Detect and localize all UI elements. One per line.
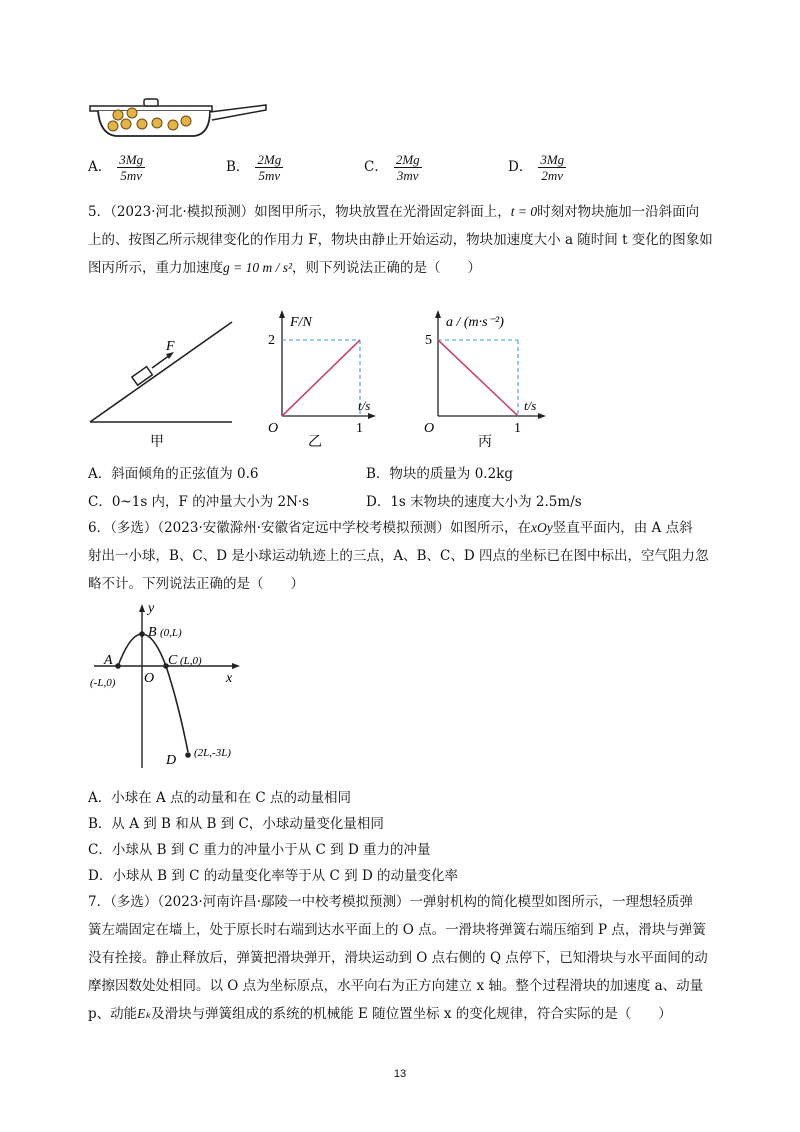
q6-option-a[interactable]: A．小球在 A 点的动量和在 C 点的动量相同: [88, 790, 351, 806]
q5-figure-force-time: [258, 304, 378, 454]
option-letter: C．: [364, 159, 388, 175]
point-a-coord: (-L,0): [90, 677, 116, 689]
q4-option-c[interactable]: [364, 152, 422, 183]
q6-plane-label: xOy: [531, 520, 553, 535]
q4-option-a[interactable]: [88, 152, 145, 183]
figure-yi-caption: 乙: [308, 435, 322, 450]
point-b-coord: (0,L): [160, 627, 182, 639]
x-tick-label: 1: [356, 421, 363, 436]
point-a-label: A: [104, 653, 113, 668]
q4-option-b[interactable]: [226, 152, 283, 183]
q6-stem-line-3: 略不计。下列说法正确的是（ ）: [88, 576, 304, 592]
figure-bing-caption: 丙: [478, 435, 492, 450]
x-tick-label: 1: [514, 421, 521, 436]
q5-stem-line-3: [88, 256, 728, 276]
q5-gravity: g = 10 m / s²: [223, 260, 293, 275]
fraction-numerator: 3Mg: [540, 152, 565, 167]
q6-text: 竖直平面内，由 A 点斜: [552, 520, 693, 536]
point-c-coord: (L,0): [180, 655, 202, 667]
point-d-label: D: [166, 753, 177, 768]
fraction-denominator: 5mv: [258, 168, 281, 183]
q6-trajectory-figure: [86, 598, 266, 778]
y-tick-label: 2: [268, 333, 275, 348]
fraction-numerator: 2Mg: [257, 152, 282, 167]
fraction-numerator: 2Mg: [395, 152, 420, 167]
y-axis-label: y: [148, 601, 155, 616]
q5-option-a[interactable]: A．斜面倾角的正弦值为 0.6: [88, 466, 259, 482]
q5-option-d[interactable]: D．1s 末物块的速度大小为 2.5m/s: [366, 494, 582, 510]
q6-text: 6．（多选）（2023·安徽滁州·安徽省定远中学校考模拟预测）如图所示，在: [88, 520, 532, 536]
y-axis-label: a / (m·s⁻²): [446, 315, 504, 330]
option-fraction: [255, 152, 283, 183]
option-letter: B．: [226, 159, 250, 175]
option-letter: D．: [508, 159, 533, 175]
y-axis-label: F/N: [290, 315, 312, 330]
x-axis-label: t/s: [524, 398, 537, 413]
point-b: [139, 631, 145, 637]
q6-stem-line-2: 射出一小球，B、C、D 是小球运动轨迹上的三点，A、B、C、D 四点的坐标已在图中标出，空气阻力忽: [88, 548, 709, 564]
q5-figure-acceleration-time: [416, 304, 556, 454]
point-d-coord: (2L,-3L): [194, 747, 231, 759]
q5-text: 5．（2023·河北·模拟预测）如图甲所示，物块放置在光滑固定斜面上，: [88, 204, 511, 220]
q6-option-d[interactable]: D．小球从 B 到 C 的动量变化率等于从 C 到 D 的动量变化率: [88, 868, 459, 884]
q5-figure-incline: [86, 312, 246, 452]
q7-stem-line-5: [88, 1002, 728, 1022]
q5-text: 图丙所示，重力加速度: [88, 260, 223, 276]
option-fraction: [117, 152, 145, 183]
q5-text: 时刻对物块施加一沿斜面向: [537, 204, 700, 220]
fraction-denominator: 5mv: [120, 168, 142, 183]
fraction-denominator: 3mv: [396, 168, 419, 183]
option-letter: A．: [88, 159, 112, 175]
frying-pan-figure: [88, 96, 278, 142]
y-tick-label: 5: [425, 333, 432, 348]
q7-stem-line-2: 簧左端固定在墙上，处于原长时右端到达水平面上的 O 点。一滑块将弹簧右端压缩到 P 点，滑块与弹簧: [88, 922, 706, 938]
point-c-label: C: [168, 653, 178, 668]
q5-stem-line-1: [88, 200, 728, 220]
x-axis-label: t/s: [358, 398, 371, 413]
q6-option-b[interactable]: B．从 A 到 B 和从 B 到 C，小球动量变化量相同: [88, 816, 384, 832]
x-axis-label: x: [226, 671, 233, 686]
q5-time-zero: t = 0: [510, 204, 538, 219]
figure-jia-caption: 甲: [150, 435, 164, 450]
fraction-denominator: 2mv: [541, 168, 564, 183]
force-label: F: [166, 339, 175, 354]
q7-stem-line-4: 摩擦因数处处相同。以 O 点为坐标原点，水平向右为正方向建立 x 轴。整个过程滑块的加速度 a、动量: [88, 978, 704, 994]
q5-stem-line-2: 上的、按图乙所示规律变化的作用力 F，物块由静止开始运动，物块加速度大小 a 随时间 t 变化的图象如: [88, 232, 713, 248]
q6-option-c[interactable]: C．小球从 B 到 C 重力的冲量小于从 C 到 D 重力的冲量: [88, 842, 431, 858]
q7-stem-line-3: 没有拴接。静止释放后，弹簧把滑块弹开，滑块运动到 O 点右侧的 Q 点停下，已知滑块与水平面间的动: [88, 950, 708, 966]
q6-stem-line-1: [88, 516, 728, 536]
origin-label: O: [144, 671, 155, 686]
page-number: 13: [393, 1068, 407, 1080]
point-d: [185, 752, 191, 758]
option-fraction: [538, 152, 566, 183]
q4-option-d[interactable]: [508, 152, 566, 183]
q7-kinetic-energy-symbol: Eₖ: [137, 1006, 152, 1021]
option-fraction: [394, 152, 422, 183]
q5-option-c[interactable]: C．0~1s 内，F 的冲量大小为 2N·s: [88, 494, 310, 510]
point-b-label: B: [148, 625, 157, 640]
q5-option-b[interactable]: B．物块的质量为 0.2kg: [366, 466, 514, 482]
force-line: [282, 340, 360, 416]
q7-stem-line-1: 7．（多选）（2023·河南许昌·鄢陵一中校考模拟预测）一弹射机构的简化模型如图所示，一理想轻质弹: [88, 894, 694, 910]
q7-text: 及滑块与弹簧组成的系统的机械能 E 随位置坐标 x 的变化规律，符合实际的是（ ）: [151, 1006, 672, 1022]
q7-text: p、动能: [88, 1006, 138, 1022]
origin-label: O: [424, 421, 435, 436]
trajectory-curve: [118, 634, 188, 752]
acceleration-line: [438, 340, 518, 416]
origin-label: O: [268, 421, 279, 436]
point-a: [115, 663, 121, 669]
fraction-numerator: 3Mg: [119, 152, 144, 167]
q5-text: ，则下列说法正确的是（ ）: [292, 260, 482, 276]
